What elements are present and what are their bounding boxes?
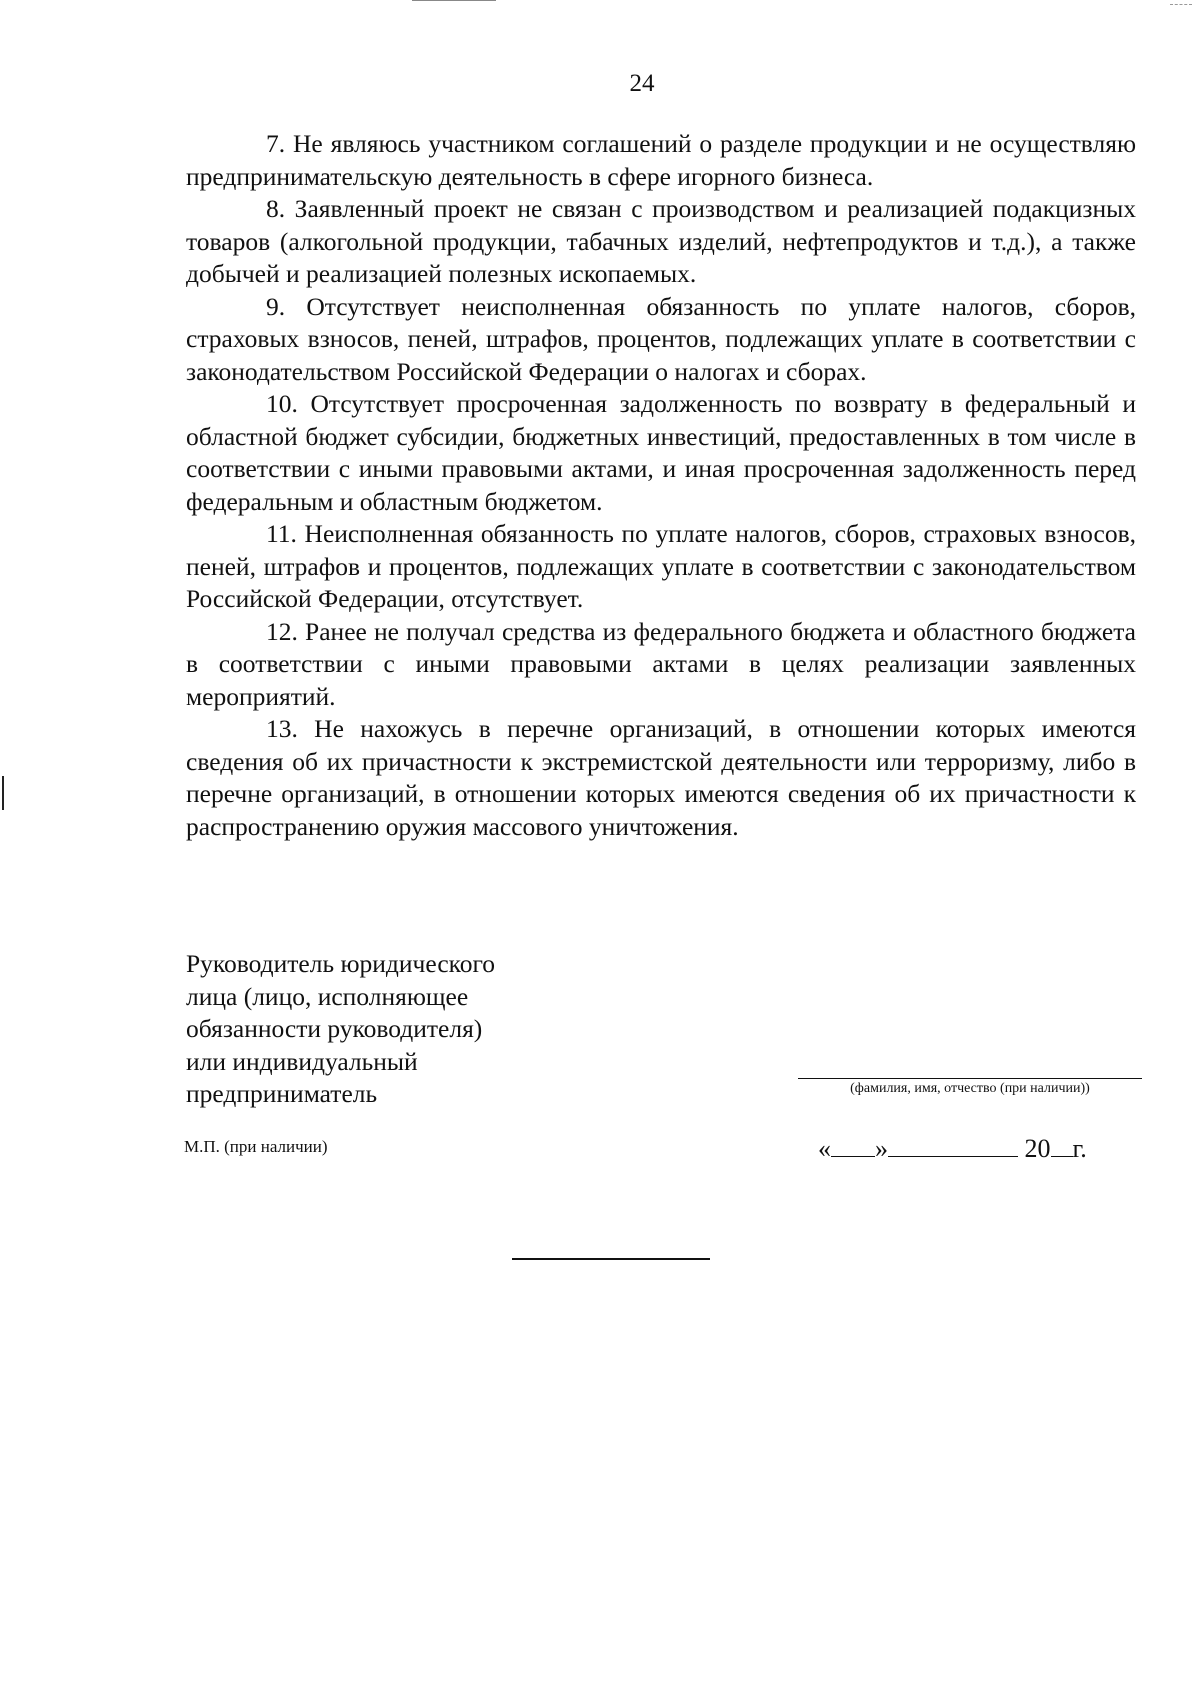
clause-12: 12. Ранее не получал средства из федерального бюджета и областного бюджета в соответствии с иными правовыми актами в целях реализации заявленных мероприятий. (186, 616, 1136, 711)
scan-artifact-corner (1170, 4, 1192, 5)
signatory-line: Руководитель юридического (186, 949, 496, 978)
page-number: 24 (629, 70, 655, 97)
clause-13: 13. Не нахожусь в перечне организаций, в отношении которых имеются сведения об их причастности к экстремистской деятельности или терроризму, либо в перечне организаций, в отношении которых имеются сведения об их причастности к распространению оружия массового уничтожения. (186, 714, 1136, 841)
date-field (818, 1132, 1087, 1164)
signatory-title (186, 948, 586, 1111)
declaration-body (186, 128, 1136, 843)
signatory-line: предприниматель (186, 1079, 378, 1108)
signatory-line: или индивидуальный (186, 1046, 418, 1076)
name-signature-line[interactable] (798, 1078, 1142, 1079)
stamp-label: М.П. (при наличии) (184, 1137, 328, 1156)
signatory-line: лица (лицо, исполняющее (186, 981, 469, 1011)
date-year-blank[interactable] (1051, 1132, 1073, 1157)
scan-artifact-top (412, 0, 496, 1)
date-close-quote: » (875, 1134, 888, 1163)
end-of-document-rule (512, 1258, 710, 1260)
date-year-prefix: 20 (1024, 1134, 1051, 1163)
clause-11: 11. Неисполненная обязанность по уплате налогов, сборов, страховых взносов, пеней, штрафов и процентов, подлежащих уплате в соответствии с законодательством Российской Федерации, отсутствует. (186, 519, 1136, 613)
signatory-line: обязанности руководителя) (186, 1014, 483, 1043)
clause-9: 9. Отсутствует неисполненная обязанность по уплате налогов, сборов, страховых взносов, пеней, штрафов, процентов, подлежащих уплате в соответствии с законодательством Российской Федерации о налогах и сборах. (186, 291, 1136, 386)
date-year-suffix: г. (1072, 1134, 1087, 1163)
clause-7: 7. Не являюсь участником соглашений о разделе продукции и не осуществляю предпринимательскую деятельность в сфере игорного бизнеса. (186, 129, 1136, 191)
clause-8: 8. Заявленный проект не связан с производством и реализацией подакцизных товаров (алкогольной продукции, табачных изделий, нефтепродуктов и т.д.), а также добычей и реализацией полезных ископаемых. (186, 194, 1136, 288)
date-open-quote: « (818, 1134, 831, 1163)
name-caption: (фамилия, имя, отчество (при наличии)) (850, 1081, 1090, 1096)
scan-artifact-left (2, 776, 4, 810)
date-day-blank[interactable] (831, 1132, 875, 1157)
date-month-blank[interactable] (888, 1132, 1018, 1157)
clause-10: 10. Отсутствует просроченная задолженность по возврату в федеральный и областной бюджет субсидии, бюджетных инвестиций, предоставленных в том числе в соответствии с иными правовыми актами, и иная просроченная задолженность перед федеральным и областным бюджетом. (186, 389, 1136, 516)
